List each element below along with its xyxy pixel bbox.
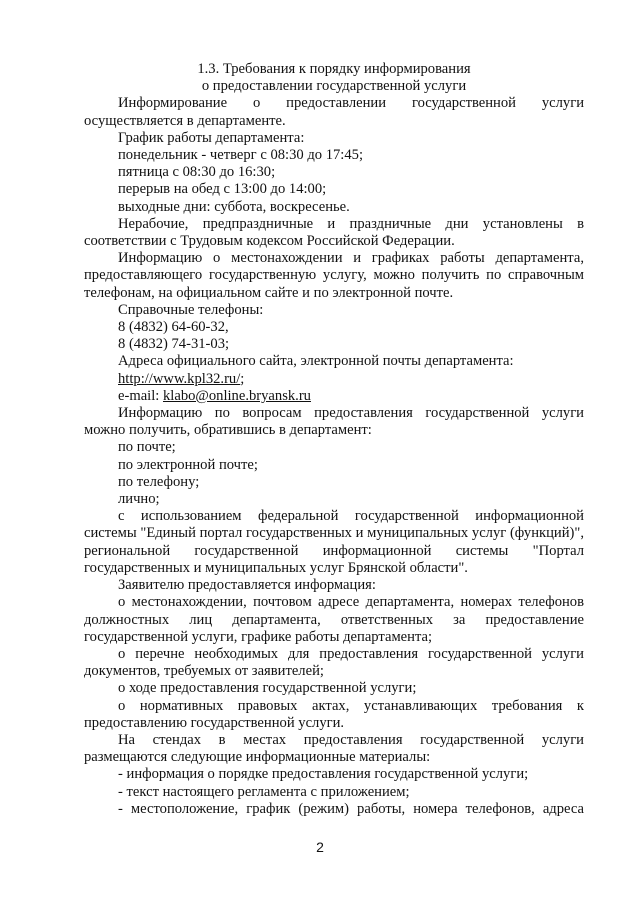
phone-number-1: 8 (4832) 64-60-32, <box>118 319 229 336</box>
way-mail: по почте; <box>118 439 176 456</box>
schedule-fri: пятница с 08:30 до 16:30; <box>118 164 276 181</box>
page-number: 2 <box>316 839 324 855</box>
paragraph-addresses-title: Адреса официального сайта, электронной почты департамента: <box>118 353 514 370</box>
schedule-title: График работы департамента: <box>118 129 305 146</box>
paragraph-ways-intro: Информацию по вопросам предоставления государственной услуги можно получить, обратившись в департамент: <box>84 405 584 439</box>
schedule-lunch: перерыв на обед с 13:00 до 14:00; <box>118 181 327 198</box>
paragraph-holidays: Нерабочие, предпраздничные и праздничные дни установлены в соответствии с Трудовым кодексом Российской Федерации. <box>84 215 584 250</box>
paragraph-info-location: о местонахождении, почтовом адресе департамента, номерах телефонов должностных лиц департамента, ответственных за предоставление государственной услуги, графике работы департамента; <box>84 594 584 645</box>
way-phone: по телефону; <box>118 473 200 490</box>
paragraph-stands-intro: На стендах в местах предоставления государственной услуги размещаются следующие информационные материалы: <box>84 731 584 766</box>
info-progress: о ходе предоставления государственной услуги; <box>118 680 417 697</box>
email-link[interactable]: klabo@online.bryansk.ru <box>162 387 311 404</box>
email-line <box>84 388 584 405</box>
section-title-line-1: 1.3. Требования к порядку информирования <box>197 61 471 77</box>
schedule-weekend: выходные дни: суббота, воскресенье. <box>118 198 350 215</box>
phone-number-2: 8 (4832) 74-31-03; <box>118 336 230 353</box>
paragraph-informing: Информирование о предоставлении государственной услуги осуществляется в департаменте. <box>84 95 584 129</box>
stand-procedure: - информация о порядке предоставления государственной услуги; <box>118 766 529 783</box>
section-title-line-2: о предоставлении государственной услуги <box>201 78 467 95</box>
document-body <box>84 61 584 818</box>
website-suffix: ; <box>240 370 245 387</box>
website-link[interactable]: http://www.kpl32.ru/ <box>118 370 241 387</box>
phones-title: Справочные телефоны: <box>118 301 264 318</box>
stand-text: - текст настоящего регламента с приложением; <box>118 783 410 800</box>
paragraph-info-documents: о перечне необходимых для предоставления государственной услуги документов, требуемых от заявителей; <box>84 645 584 680</box>
paragraph-way-portal: с использованием федеральной государственной информационной системы "Единый портал государственных и муниципальных услуг (функций)", региональной государственной информационной системы "Портал государственных и муниципальных услуг Брянской области". <box>84 508 584 576</box>
paragraph-location-info: Информацию о местонахождении и графиках работы департамента, предоставляющего государственную услугу, можно получить по справочным телефонам, на официальном сайте и по электронной почте. <box>84 250 584 301</box>
paragraph-stand-location: - местоположение, график (режим) работы, номера телефонов, адреса <box>118 800 584 817</box>
paragraph-info-acts: о нормативных правовых актах, устанавливающих требования к предоставлению государственной услуги. <box>84 697 584 731</box>
email-label: e-mail: <box>118 387 163 404</box>
applicant-intro: Заявителю предоставляется информация: <box>118 577 376 594</box>
way-person: лично; <box>118 491 160 508</box>
website-line <box>84 371 584 388</box>
schedule-mon-thu: понедельник - четверг с 08:30 до 17:45; <box>118 147 364 164</box>
way-email: по электронной почте; <box>118 456 258 473</box>
